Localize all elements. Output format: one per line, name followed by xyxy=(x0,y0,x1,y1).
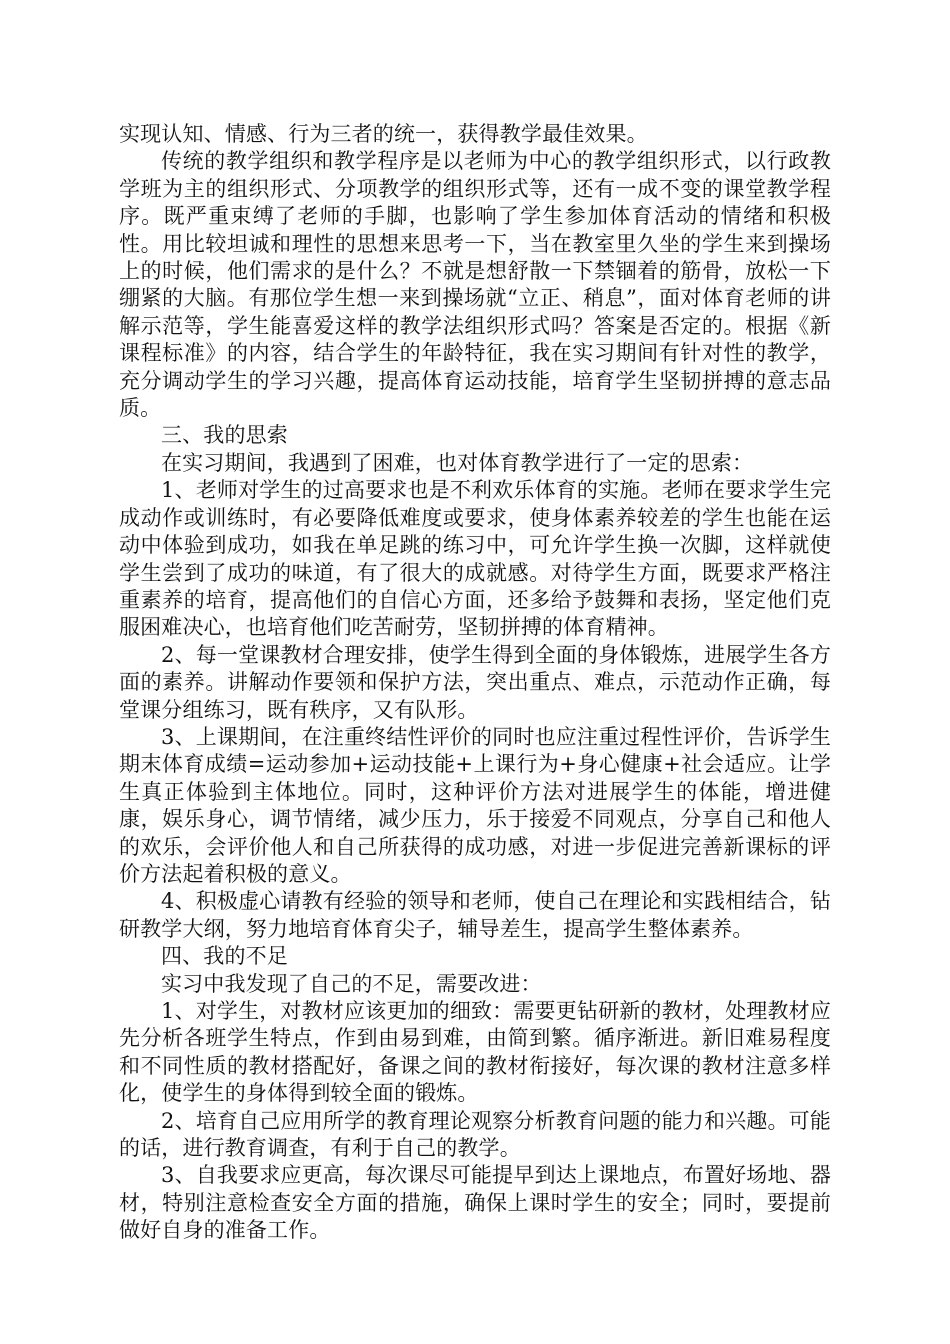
paragraph-shortcoming-2: 2、培育自己应用所学的教育理论观察分析教育问题的能力和兴趣。可能的话，进行教育调查，有利于自己的教学。 xyxy=(119,1108,831,1161)
paragraph-reflection-1: 1、老师对学生的过高要求也是不利欢乐体育的实施。老师在要求学生完成动作或训练时，有必要降低难度或要求，使身体素养较差的学生也能在运动中体验到成功，如我在单足跳的练习中，可允许学生换一次脚，这样就使学生尝到了成功的味道，有了很大的成就感。对待学生方面，既要求严格注重素养的培育，提高他们的自信心方面，还多给予鼓舞和表扬，坚定他们克服困难决心，也培育他们吃苦耐劳，坚韧拼搏的体育精神。 xyxy=(119,478,831,640)
paragraph-reflection-3: 3、上课期间，在注重终结性评价的同时也应注重过程性评价，告诉学生期末体育成绩=运动参加+运动技能+上课行为+身心健康+社会适应。让学生真正体验到主体地位。同时，这种评价方法对进展学生的体能，增进健康，娱乐身心，调节情绪，减少压力，乐于接爱不同观点，分享自己和他人的欢乐，会评价他人和自己所获得的成功感，对进一步促进完善新课标的评价方法起着积极的意义。 xyxy=(119,724,831,886)
document-body xyxy=(119,121,831,1245)
paragraph-shortcoming-3: 3、自我要求应更高，每次课尽可能提早到达上课地点，布置好场地、器材，特别注意检查安全方面的措施，确保上课时学生的安全；同时，要提前做好自身的准备工作。 xyxy=(119,1163,831,1243)
section-heading-shortcomings: 四、我的不足 xyxy=(161,944,288,969)
paragraph-reflection-intro: 在实习期间，我遇到了困难，也对体育教学进行了一定的思索： xyxy=(161,450,754,475)
paragraph-reflection-4: 4、积极虚心请教有经验的领导和老师，使自己在理论和实践相结合，钻研教学大纲，努力地培育体育尖子，辅导差生，提高学生整体素养。 xyxy=(119,889,831,941)
section-heading-reflection: 三、我的思索 xyxy=(161,423,288,448)
paragraph-teaching-organization: 传统的教学组织和教学程序是以老师为中心的教学组织形式，以行政教学班为主的组织形式、分项教学的组织形式等，还有一成不变的课堂教学程序。既严重束缚了老师的手脚，也影响了学生参加体育活动的情绪和积极性。用比较坦诚和理性的思想来思考一下，当在教室里久坐的学生来到操场上的时候，他们需求的是什么？不就是想舒散一下禁锢着的筋骨，放松一下绷紧的大脑。有那位学生想一来到操场就“立正、稍息”，面对体育老师的讲解示范等，学生能喜爱这样的教学法组织形式吗？答案是否定的。根据《新课程标准》的内容，结合学生的年龄特征，我在实习期间有针对性的教学，充分调动学生的学习兴趣，提高体育运动技能，培育学生坚韧拼搏的意志品质。 xyxy=(119,149,831,421)
paragraph-shortcoming-1: 1、对学生，对教材应该更加的细致：需要更钻研新的教材，处理教材应先分析各班学生特点，作到由易到难，由简到繁。循序渐进。新旧难易程度和不同性质的教材搭配好，备课之间的教材衔接好，每次课的教材注意多样化，使学生的身体得到较全面的锻炼。 xyxy=(119,999,831,1106)
paragraph-shortcomings-intro: 实习中我发现了自己的不足，需要改进： xyxy=(161,971,542,996)
paragraph-continuation: 实现认知、情感、行为三者的统一，获得教学最佳效果。 xyxy=(119,122,648,146)
paragraph-reflection-2: 2、每一堂课教材合理安排，使学生得到全面的身体锻炼，进展学生各方面的素养。讲解动作要领和保护方法，突出重点、难点，示范动作正确，每堂课分组练习，既有秩序，又有队形。 xyxy=(119,642,831,722)
